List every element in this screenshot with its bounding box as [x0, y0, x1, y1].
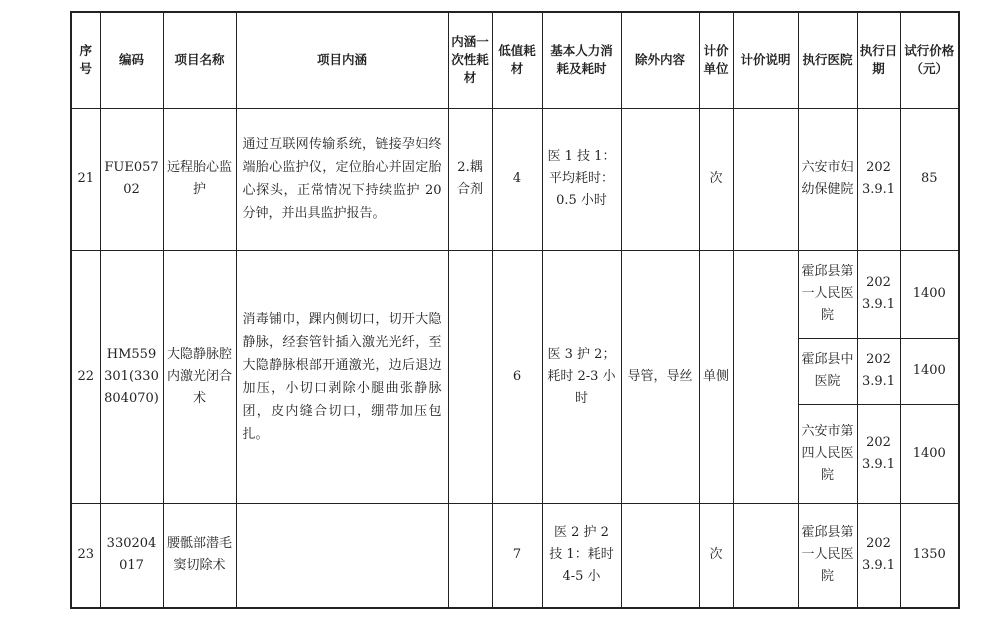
cell-exclude [621, 503, 699, 608]
cell-exec-date: 2023.9.1 [857, 404, 900, 503]
cell-hospital: 霍邱县第一人民医院 [798, 250, 857, 338]
cell-name: 腰骶部潜毛窦切除术 [163, 503, 236, 608]
cell-hospital: 霍邱县中医院 [798, 338, 857, 404]
cell-exec-date: 2023.9.1 [857, 503, 900, 608]
cell-name: 远程胎心监护 [163, 108, 236, 250]
cell-consumable [448, 503, 492, 608]
cell-low-value: 6 [492, 250, 542, 503]
cell-code: 330204017 [100, 503, 163, 608]
table-row [71, 503, 959, 608]
cell-consumable [448, 250, 492, 503]
cell-labor: 医 1 技 1：平均耗时：0.5 小时 [542, 108, 621, 250]
cell-seq: 22 [71, 250, 100, 503]
header-code: 编码 [100, 12, 163, 108]
cell-low-value: 4 [492, 108, 542, 250]
header-pricing-note: 计价说明 [733, 12, 798, 108]
header-low-value: 低值耗材 [492, 12, 542, 108]
cell-hospital: 霍邱县第一人民医院 [798, 503, 857, 608]
cell-exec-date: 2023.9.1 [857, 250, 900, 338]
cell-hospital: 六安市第四人民医院 [798, 404, 857, 503]
header-content: 项目内涵 [236, 12, 448, 108]
cell-price: 85 [900, 108, 959, 250]
cell-exclude: 导管，导丝 [621, 250, 699, 503]
cell-hospital: 六安市妇幼保健院 [798, 108, 857, 250]
pricing-table [70, 11, 960, 609]
cell-exclude [621, 108, 699, 250]
cell-price: 1400 [900, 404, 959, 503]
cell-labor: 医 2 护 2 技 1：耗时 4-5 小 [542, 503, 621, 608]
header-labor: 基本人力消耗及耗时 [542, 12, 621, 108]
cell-price: 1350 [900, 503, 959, 608]
cell-code: HM559301(330804070) [100, 250, 163, 503]
cell-pricing-note [733, 503, 798, 608]
cell-code: FUE05702 [100, 108, 163, 250]
cell-content [236, 503, 448, 608]
cell-labor: 医 3 护 2；耗时 2-3 小时 [542, 250, 621, 503]
cell-unit: 单侧 [699, 250, 733, 503]
cell-unit: 次 [699, 503, 733, 608]
header-seq: 序号 [71, 12, 100, 108]
table-row [71, 108, 959, 250]
table-row [71, 250, 959, 338]
cell-content: 消毒铺巾，踝内侧切口，切开大隐静脉，经套管针插入激光光纤，至大隐静脉根部开通激光，边后退边加压，小切口剥除小腿曲张静脉团，皮内缝合切口，绷带加压包扎。 [236, 250, 448, 503]
header-exclude: 除外内容 [621, 12, 699, 108]
header-exec-date: 执行日期 [857, 12, 900, 108]
header-name: 项目名称 [163, 12, 236, 108]
cell-content: 通过互联网传输系统，链接孕妇终端胎心监护仪，定位胎心并固定胎心探头，正常情况下持续监护 20 分钟，并出具监护报告。 [236, 108, 448, 250]
header-unit: 计价单位 [699, 12, 733, 108]
cell-price: 1400 [900, 250, 959, 338]
cell-name: 大隐静脉腔内激光闭合术 [163, 250, 236, 503]
cell-low-value: 7 [492, 503, 542, 608]
header-row [71, 12, 959, 108]
cell-exec-date: 2023.9.1 [857, 108, 900, 250]
header-hospital: 执行医院 [798, 12, 857, 108]
cell-seq: 23 [71, 503, 100, 608]
cell-exec-date: 2023.9.1 [857, 338, 900, 404]
header-price: 试行价格（元） [900, 12, 959, 108]
cell-seq: 21 [71, 108, 100, 250]
cell-consumable: 2.耦合剂 [448, 108, 492, 250]
cell-pricing-note [733, 250, 798, 503]
header-consumable: 内涵一次性耗材 [448, 12, 492, 108]
cell-unit: 次 [699, 108, 733, 250]
cell-price: 1400 [900, 338, 959, 404]
cell-pricing-note [733, 108, 798, 250]
